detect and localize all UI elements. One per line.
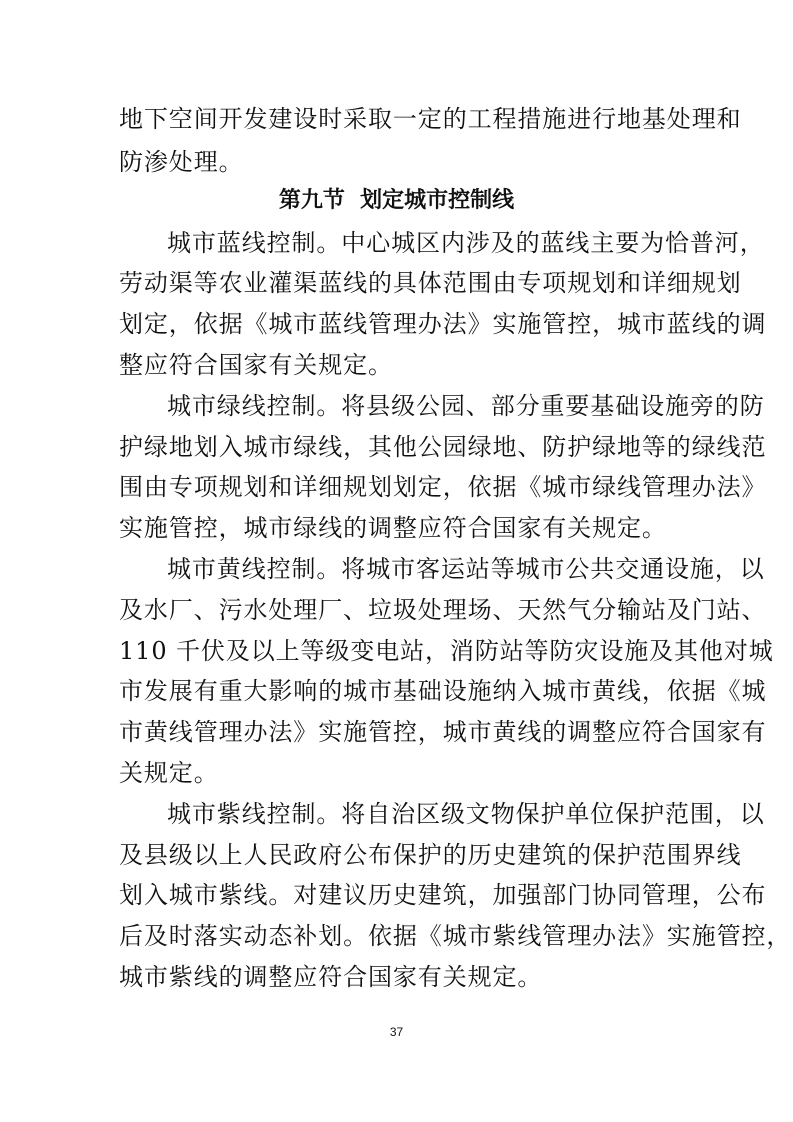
body-line: 防渗处理。 [119,148,244,176]
paragraph-first-line: 城市黄线控制。将城市客运站等城市公共交通设施，以 [167,555,765,583]
body-line: 城市紫线的调整应符合国家有关规定。 [119,963,543,991]
body-line: 后及时落实动态补划。依据《城市紫线管理办法》实施管控， [119,922,792,950]
body-line: 护绿地划入城市绿线，其他公园绿地、防护绿地等的绿线范 [119,433,767,461]
body-line: 地下空间开发建设时采取一定的工程措施进行地基处理和 [119,105,742,133]
body-line: 整应符合国家有关规定。 [119,351,393,379]
body-line: 市黄线管理办法》实施管控，城市黄线的调整应符合国家有 [119,718,767,746]
paragraph-first-line: 城市蓝线控制。中心城区内涉及的蓝线主要为恰普河， [167,229,765,257]
body-line: 关规定。 [119,759,219,787]
body-line: 实施管控，城市绿线的调整应符合国家有关规定。 [119,514,667,542]
paragraph-first-line: 城市绿线控制。将县级公园、部分重要基础设施旁的防 [167,392,765,420]
body-line: 110 千伏及以上等级变电站，消防站等防灾设施及其他对城 [119,637,774,665]
body-line: 及县级以上人民政府公布保护的历史建筑的保护范围界线 [119,841,742,869]
paragraph-first-line: 城市紫线控制。将自治区级文物保护单位保护范围，以 [167,800,765,828]
body-line: 及水厂、污水处理厂、垃圾处理场、天然气分输站及门站、 [119,596,767,624]
body-line: 划定，依据《城市蓝线管理办法》实施管控，城市蓝线的调 [119,310,767,338]
body-line: 市发展有重大影响的城市基础设施纳入城市黄线，依据《城 [119,677,767,705]
body-line: 划入城市紫线。对建议历史建筑，加强部门协同管理，公布 [119,881,767,909]
page-number: 37 [389,1025,404,1039]
body-line: 劳动渠等农业灌渠蓝线的具体范围由专项规划和详细规划 [119,269,742,297]
section-heading: 第九节 划定城市控制线 [278,188,515,213]
body-line: 围由专项规划和详细规划划定，依据《城市绿线管理办法》 [119,473,767,501]
